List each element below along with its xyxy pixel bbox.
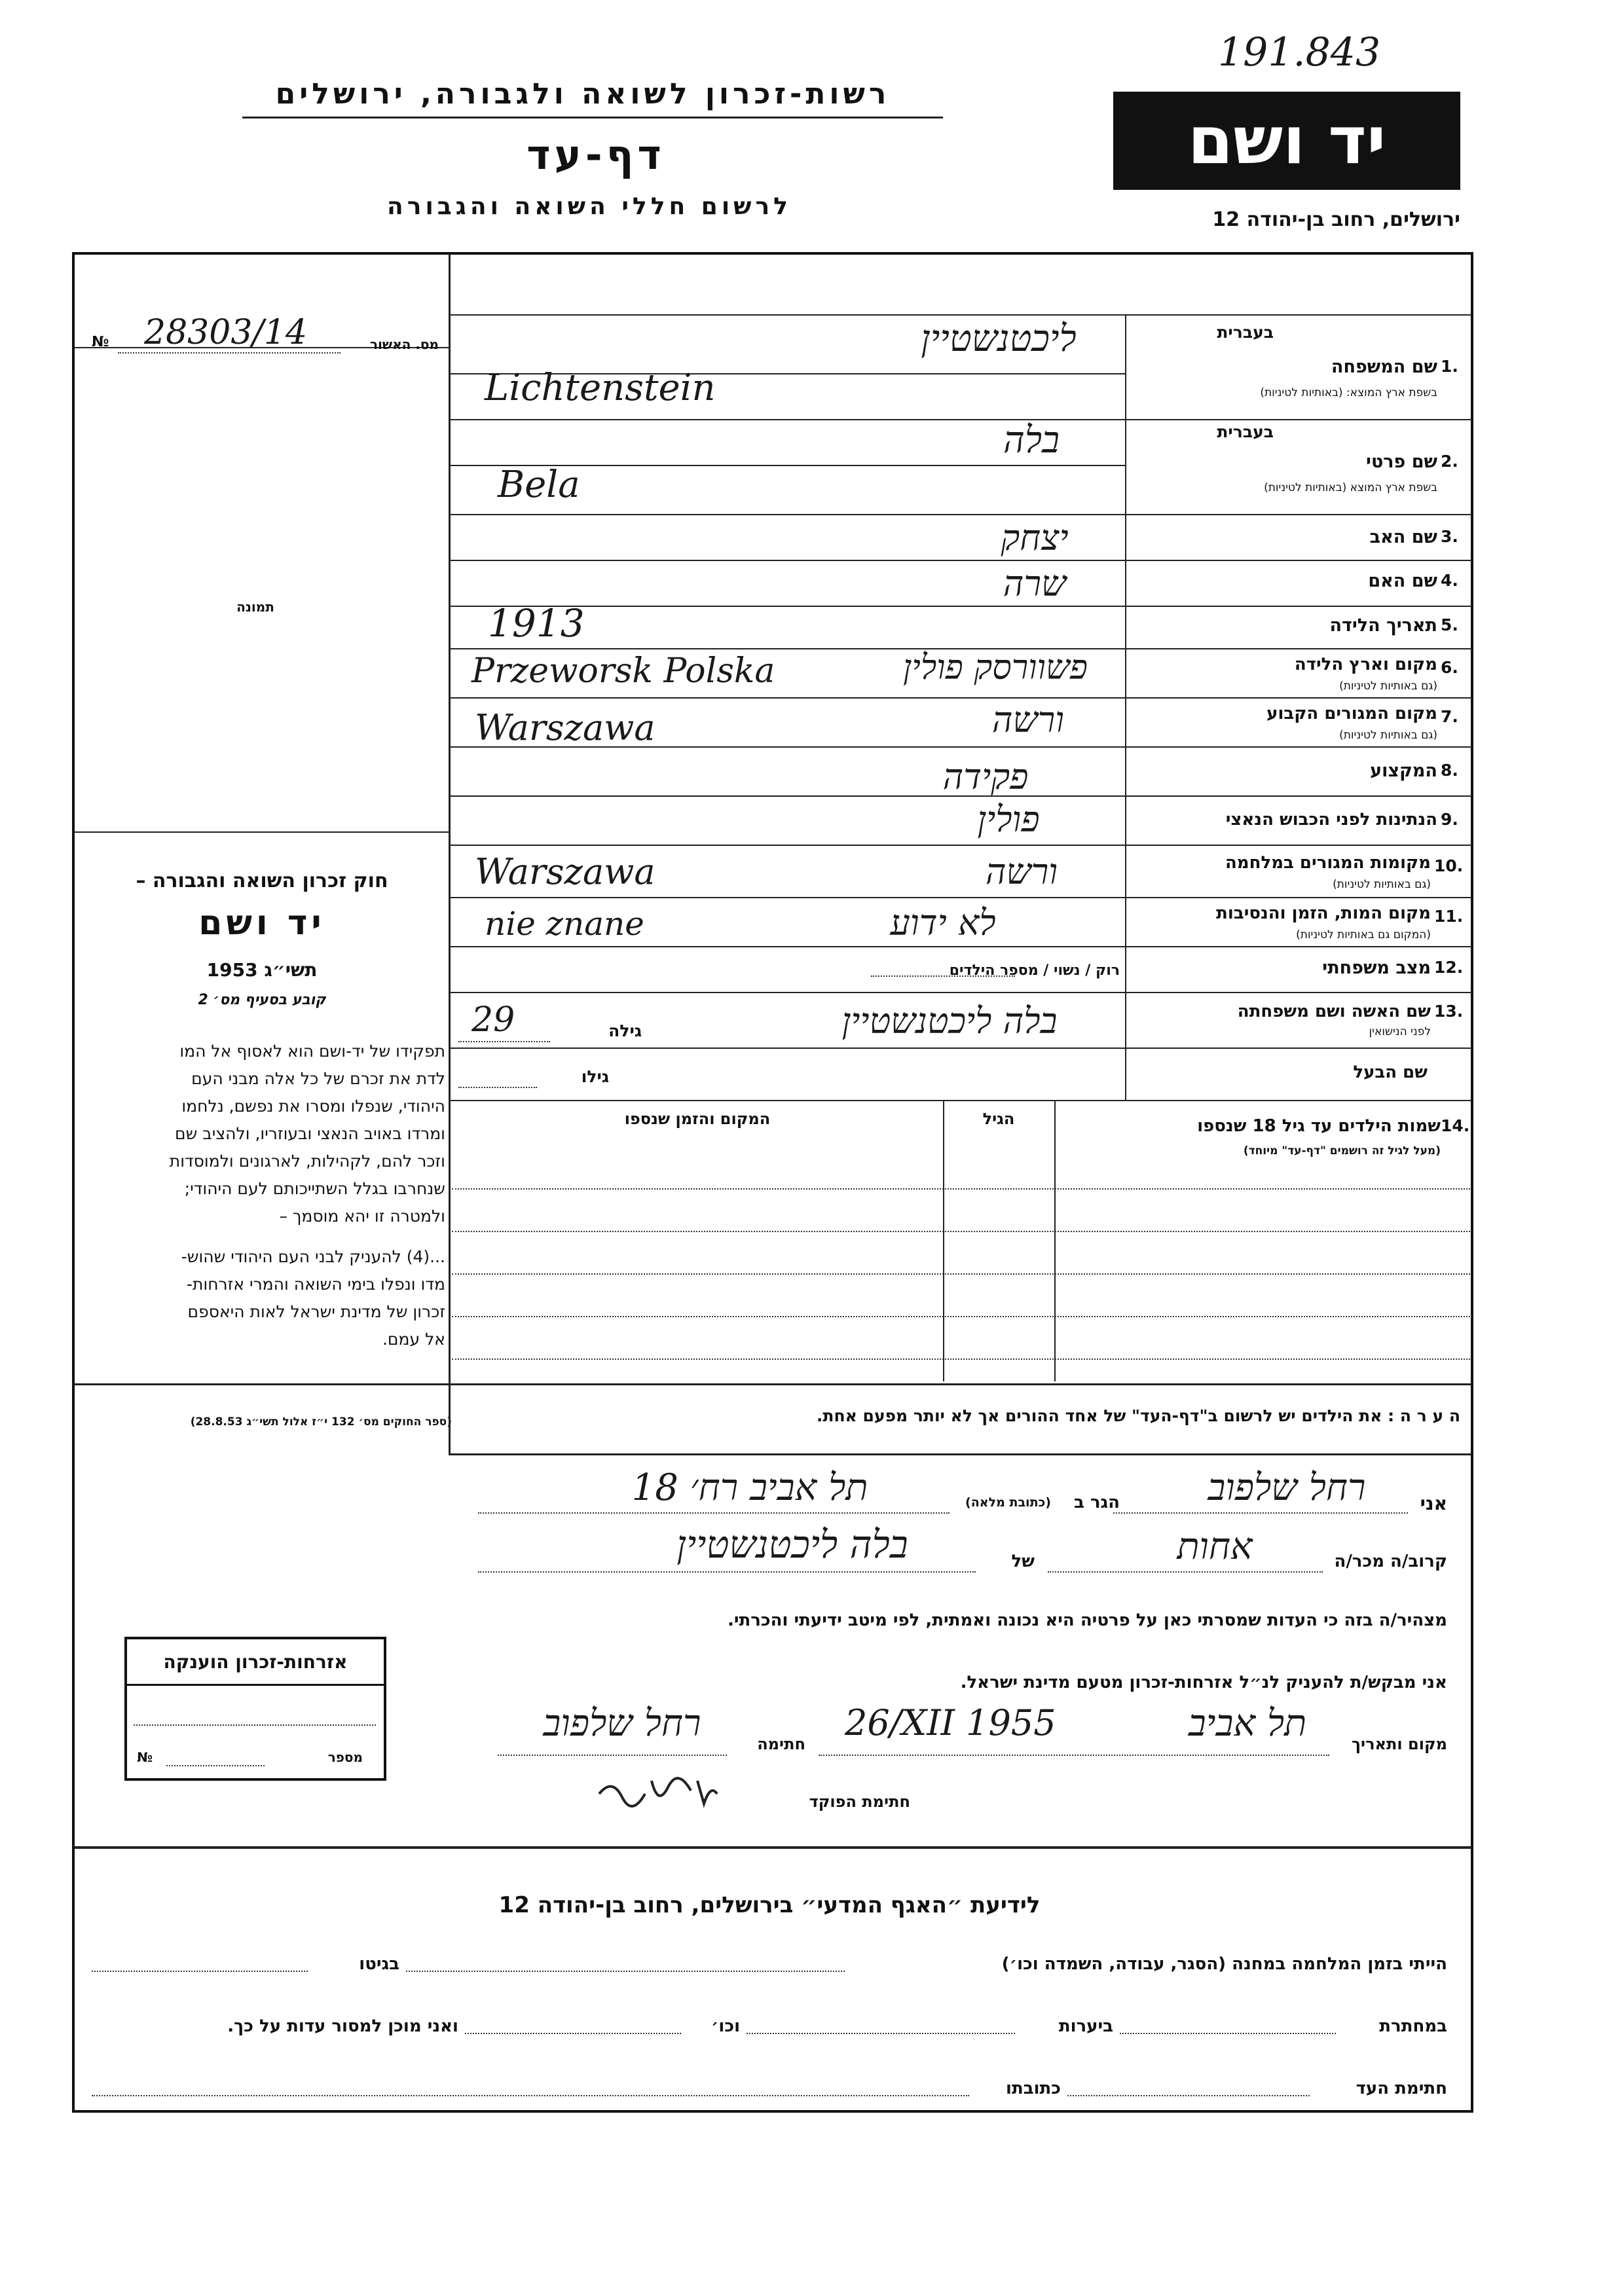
law-line: זכרון של מדינת ישראל לאות היאספם: [187, 1302, 445, 1321]
row-sep: [1125, 1048, 1472, 1049]
decl-date-dots: [819, 1755, 1329, 1756]
decl-address-value: תל אביב רח׳ 18: [631, 1467, 868, 1509]
logo-address: ירושלים, רחוב בן-יהודה 12: [1212, 208, 1460, 231]
bottom-line2-d: ואני מוכן למסור עדות על כך.: [227, 2016, 458, 2036]
decl-officer-label: חתימת הפוקד: [809, 1793, 910, 1811]
law-line: מדו ונפלו בימי השואה והמרי אזרחות-: [186, 1275, 445, 1294]
row-sep: [1125, 946, 1472, 947]
bottom-line1-b: בגיטו: [359, 1954, 399, 1974]
note-text: ה ע ר ה : את הילדים יש לרשום ב"דף-העד" של אחד ההורים אך לא יותר מפעם אחת.: [816, 1406, 1460, 1425]
decl-signature-value: רחל שלפוב: [543, 1702, 701, 1745]
law-line: ולמטרה זו יהא מוסמך –: [279, 1207, 445, 1226]
top-row-line: [449, 314, 1471, 316]
decl-i-label: אני: [1420, 1493, 1447, 1514]
decl-of-value: בלה ליכטנשטיין: [676, 1522, 908, 1567]
law-line: לדת את זכרם של כל אלה מבני העם: [191, 1069, 445, 1088]
decl-place-date-label: מקום ותאריך: [1352, 1735, 1447, 1753]
decl-statement: מצהיר/ה בזה כי העדות שמסרתי כאן על פרטיה היא נכונה ואמתית, לפי מיטב ידיעתי והכרתי.: [727, 1611, 1447, 1630]
field-1-hebrew-value: ליכטנשטיין: [921, 318, 1077, 360]
answer-line: [449, 1048, 1125, 1049]
field-10-label: מקומות המגורים במלחמה: [1225, 853, 1431, 873]
row-sep: [1125, 845, 1472, 846]
bottom-line2-dots1: [1120, 2033, 1336, 2034]
row-sep: [1125, 514, 1472, 515]
field-13-num: 13.: [1434, 1002, 1464, 1021]
children-age-col: הגיל: [982, 1110, 1015, 1128]
citizenship-box: [124, 1637, 386, 1781]
field-7-num: 7.: [1441, 707, 1458, 726]
form-title: דף-עד: [526, 131, 665, 179]
row-sep: [1125, 419, 1472, 420]
husband-age-label: גילו: [581, 1067, 609, 1086]
field-2-num: 2.: [1441, 452, 1458, 471]
note-bottom-line: [449, 1453, 1471, 1455]
row-sep: [1125, 560, 1472, 561]
bottom-line2-c: וכו׳: [710, 2016, 740, 2036]
field-8-value: פקידה: [942, 756, 1029, 797]
note-top-line: [74, 1383, 1471, 1385]
decl-relation-dots: [1048, 1571, 1323, 1573]
field-13-age-value: 29: [471, 1000, 515, 1040]
law-line: ...(4) להעניק לבני העם היהודי שהוש-: [181, 1247, 445, 1266]
field-10-latin-value: Warszawa: [475, 851, 655, 892]
bottom-line3-dots2: [92, 2095, 969, 2096]
row-sep: [1125, 992, 1472, 993]
bottom-line1-a: הייתי בזמן המלחמה במחנה (הסגר, עבודה, השמדה וכו׳): [1001, 1954, 1447, 1974]
note-left-divider: [449, 1383, 451, 1453]
children-row-line: [452, 1358, 1470, 1360]
children-row-line: [452, 1316, 1470, 1317]
decl-of-dots: [478, 1571, 976, 1573]
bottom-title: לידיעת ״האגף המדעי״ בירושלים, רחוב בן-יהודה 12: [498, 1892, 1041, 1918]
field-6-num: 6.: [1441, 658, 1458, 677]
record-no-value: 28303/14: [144, 313, 308, 352]
answer-line: [449, 560, 1125, 561]
field-6-label: מקום וארץ הלידה: [1294, 655, 1437, 674]
row-sep: [1125, 795, 1472, 797]
decl-name-dots: [1113, 1512, 1408, 1514]
bottom-line2-b: ביערות: [1058, 2016, 1113, 2036]
citizenship-dots: [134, 1724, 376, 1726]
field-1-latin-value: Lichtenstein: [485, 367, 716, 409]
decl-signature-label: חתימה: [757, 1735, 805, 1753]
field-3-num: 3.: [1441, 527, 1458, 546]
decl-place-value: תל אביב: [1188, 1702, 1307, 1745]
children-col-div: [943, 1100, 944, 1381]
field-11-num: 11.: [1434, 907, 1464, 926]
decl-of-label: של: [1011, 1552, 1035, 1571]
field-11-label: מקום המות, הזמן והנסיבות: [1216, 903, 1431, 923]
bottom-line2-dots3: [465, 2033, 681, 2034]
bottom-line3-dots1: [1067, 2095, 1310, 2096]
field-4-label: שם האם: [1368, 571, 1437, 591]
field-9-label: הנתינות לפני הכבוש הנאצי: [1225, 810, 1437, 829]
decl-date-value: 26/XII 1955: [845, 1702, 1056, 1743]
field-12-options: רוק / נשוי / מספר הילדים: [949, 962, 1120, 979]
row-sep: [1125, 697, 1472, 699]
field-13-age-dots: [458, 1041, 550, 1042]
logo-text: יד ושם: [1187, 102, 1386, 179]
husband-age-dots: [458, 1087, 537, 1088]
photo-box-bottom: [74, 831, 449, 833]
law-name: יד ושם: [198, 903, 325, 943]
field-10-hebrew-value: ורשה: [985, 851, 1058, 892]
decl-address-dots: [478, 1512, 950, 1514]
decl-name-value: רחל שלפוב: [1208, 1467, 1366, 1509]
field-13-label: שם האשה ושם משפחתה: [1237, 1002, 1431, 1021]
children-place-col: המקום והזמן שנספו: [624, 1110, 771, 1128]
field-7-hint: (גם באותיות לטיניות): [1339, 729, 1437, 742]
field-4-value: שרה: [1003, 563, 1067, 604]
field-7-latin-value: Warszawa: [475, 707, 655, 748]
children-col-div: [1054, 1100, 1056, 1381]
row-sep: [1125, 648, 1472, 649]
field-1-label: שם המשפחה: [1331, 357, 1437, 377]
husband-label: שם הבעל: [1353, 1063, 1428, 1082]
children-label: שמות הילדים עד גיל 18 שנספו: [1197, 1116, 1441, 1136]
answer-line: [449, 992, 1125, 993]
answer-line: [449, 845, 1125, 846]
field-3-label: שם האב: [1369, 527, 1437, 547]
citizenship-title-line: [127, 1684, 384, 1686]
citizenship-title: אזרחות-זכרון הוענקה: [163, 1651, 348, 1673]
answer-line: [449, 946, 1125, 947]
field-4-num: 4.: [1441, 571, 1458, 590]
citizenship-number-label: מספר: [327, 1749, 363, 1765]
law-reference: (ספר החוקים מס׳ 132 י״ז אלול תשי״ג 28.8.53): [190, 1415, 452, 1429]
field-2-label: שם פרטי: [1366, 452, 1437, 472]
decl-request: אני מבקש/ת להעניק לנ״ל אזרחות-זכרון מטעם מדינת ישראל.: [960, 1673, 1447, 1692]
law-title: חוק זכרון השואה והגבורה –: [136, 869, 388, 892]
row-sep: [1125, 606, 1472, 607]
record-no-label: מס. האשור: [370, 337, 439, 352]
photo-label: תמונה: [236, 599, 274, 615]
archive-number: 191.843: [1218, 29, 1381, 75]
field-9-value: פולין: [977, 799, 1040, 840]
bottom-line1-dots: [406, 1971, 845, 1972]
citizenship-number-dots: [166, 1765, 265, 1766]
field-10-hint: (גם באותיות לטיניות): [1333, 878, 1431, 891]
field-1-hint: בשפת ארץ המוצא: (באותיות לטיניות): [1260, 386, 1437, 399]
children-hint: (מעל לגיל זה רושמים "דף-עד" מיוחד): [1243, 1144, 1441, 1157]
field-6-hebrew-value: פשוורסק פולין: [903, 648, 1088, 687]
decl-resides-label: הגר ב: [1073, 1493, 1120, 1512]
record-no-sign: №: [92, 334, 109, 350]
field-13-hint: לפני הנישואין: [1369, 1025, 1431, 1038]
children-num: 14.: [1441, 1116, 1470, 1135]
field-2-hebrew-caption: בעברית: [1217, 422, 1274, 441]
field-11-hint: (המקום גם באותיות לטיניות): [1296, 928, 1431, 941]
law-paragraph: [79, 1038, 445, 1353]
field-6-latin-value: Przeworsk Polska: [471, 651, 775, 691]
field-12-num: 12.: [1434, 958, 1464, 977]
label-column-divider: [1125, 314, 1126, 1100]
institution-underline: [242, 117, 943, 118]
children-top-line: [449, 1100, 1471, 1101]
decl-relative-label: קרוב/ה מכר/ה: [1334, 1552, 1447, 1571]
answer-line: [449, 697, 1125, 699]
field-2-latin-value: Bela: [498, 464, 580, 506]
law-line: שנחרבו בגלל השתייכותם לעם היהודי;: [184, 1179, 445, 1198]
field-12-label: מצב משפחתי: [1322, 958, 1431, 978]
row-sep: [1125, 746, 1472, 748]
bottom-section-line: [74, 1846, 1471, 1849]
field-11-latin-value: nie znane: [485, 905, 644, 943]
answer-line: [449, 514, 1125, 515]
field-13-age-label: גילה: [608, 1021, 642, 1040]
form-subtitle: לרשום חללי השואה והגבורה: [387, 193, 792, 220]
bottom-line3-b: כתובתו: [1006, 2079, 1061, 2098]
decl-relation-value: אחות: [1177, 1525, 1253, 1568]
bottom-line2-a: במחתרת: [1379, 2016, 1447, 2036]
field-12-dots: [871, 975, 1015, 977]
law-year: תשי״ג 1953: [206, 959, 318, 981]
children-row-line: [452, 1188, 1470, 1190]
field-11-hebrew-value: לא ידוע: [890, 902, 996, 943]
field-6-hint: (גם באותיות לטיניות): [1339, 680, 1437, 693]
field-5-label: תאריך הלידה: [1329, 615, 1437, 636]
field-7-label: מקום המגורים הקבוע: [1266, 704, 1437, 723]
field-2-hint: בשפת ארץ המוצא (באותיות לטיניות): [1264, 481, 1437, 494]
field-5-num: 5.: [1441, 615, 1458, 634]
answer-line: [449, 897, 1125, 898]
law-clause: קובע בסעיף מס׳ 2: [198, 992, 326, 1008]
field-5-value: 1913: [488, 601, 585, 646]
decl-address-hint: (כתובת מלאה): [965, 1495, 1051, 1510]
yad-vashem-logo: [1113, 92, 1460, 190]
record-no-dots: [118, 352, 341, 354]
bottom-line1-dots2: [92, 1971, 308, 1972]
field-10-num: 10.: [1434, 856, 1464, 875]
bottom-line2-dots2: [747, 2033, 1015, 2034]
citizenship-number-sign: №: [137, 1749, 153, 1765]
field-7-hebrew-value: ורשה: [991, 699, 1065, 740]
field-8-label: המקצוע: [1370, 761, 1437, 781]
field-8-num: 8.: [1441, 761, 1458, 780]
field-1-num: 1.: [1441, 357, 1458, 376]
officer-signature-mark: [593, 1768, 724, 1820]
field-9-num: 9.: [1441, 810, 1458, 829]
left-panel-divider: [449, 254, 451, 1383]
law-line: ומרדו באויב הנאצי ובעוזריו, ולהציב שם: [175, 1124, 445, 1143]
field-13-value: בלה ליכטנשטיין: [841, 1000, 1058, 1042]
law-line: וזכר להם, לקהילות, לארגונים ולמוסדות: [169, 1152, 445, 1171]
decl-signature-dots: [498, 1755, 727, 1756]
law-line: תפקידו של יד-ושם הוא לאסוף אל המו: [179, 1042, 445, 1061]
law-line: אל עמם.: [382, 1330, 445, 1349]
children-row-line: [452, 1231, 1470, 1232]
field-3-value: יצחק: [1001, 517, 1069, 558]
institution-name: רשות-זכרון לשואה ולגבורה, ירושלים: [275, 77, 891, 111]
bottom-line3-a: חתימת העד: [1356, 2079, 1447, 2098]
field-2-hebrew-value: בלה: [1003, 419, 1060, 462]
law-line: היהודי, שנפלו ומסרו את נפשם, נלחמו: [181, 1097, 445, 1116]
field-1-hebrew-caption: בעברית: [1217, 323, 1274, 342]
row-sep: [1125, 897, 1472, 898]
children-row-line: [452, 1273, 1470, 1275]
